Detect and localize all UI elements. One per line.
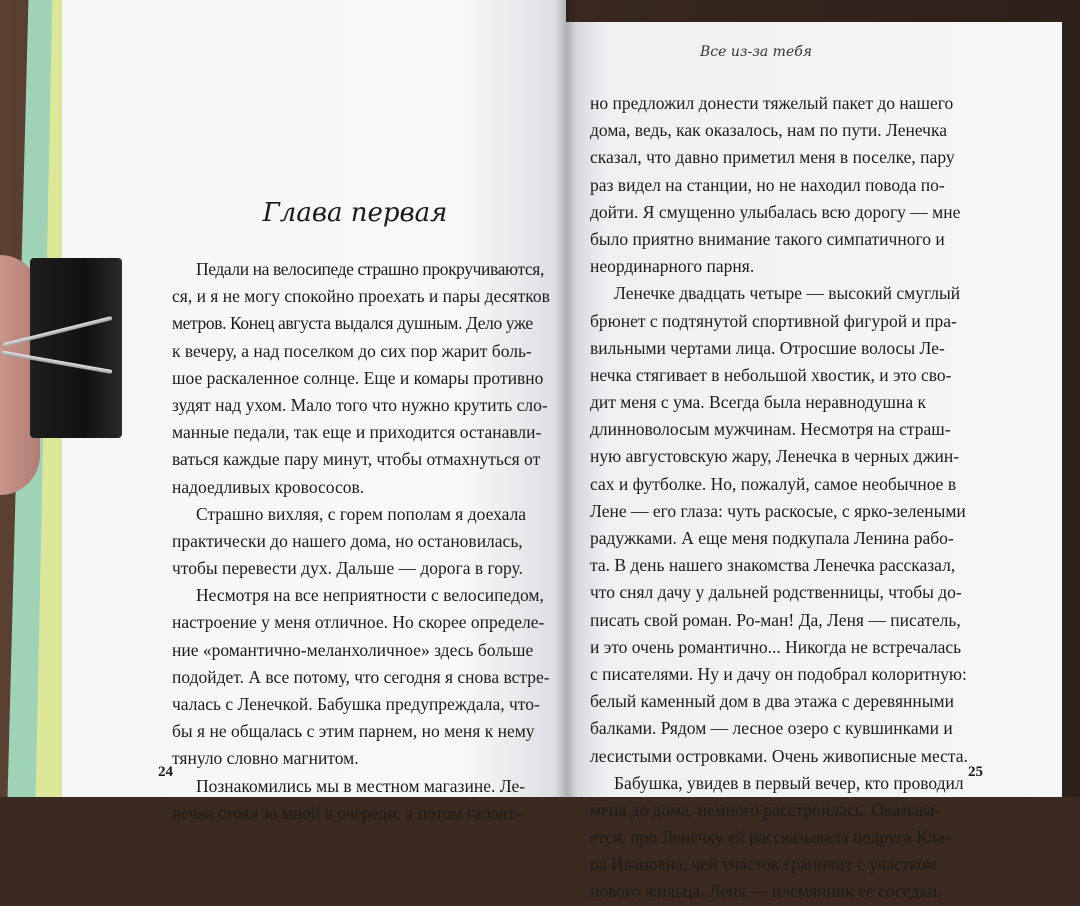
right-text-line: та. В день нашего знакомства Ленечка рассказал, [590, 555, 956, 576]
right-text-line: Бабушка, увидев в первый вечер, кто проводил [614, 772, 964, 793]
left-page-text [172, 256, 550, 827]
right-page-number: 25 [968, 764, 983, 780]
left-text-line: метров. Конец августа выдался душным. Дело уже [172, 313, 533, 334]
left-text-line: к вечеру, а над поселком до сих пор жарит боль- [172, 340, 532, 361]
right-text-line: ную августовскую жару, Ленечка в черных джин- [590, 446, 960, 467]
left-text-line: настроение у меня отличное. Но скорее определе- [172, 612, 545, 633]
left-text-line: нечка стоял за мной в очереди, а потом галант- [172, 802, 522, 823]
left-text-line: Познакомились мы в местном магазине. Ле- [196, 775, 526, 796]
chapter-title: Глава первая [262, 198, 448, 228]
left-text-line: ваться каждые пару минут, чтобы отмахнуться от [172, 449, 541, 470]
right-text-line: что снял дачу у дальней родственницы, чтобы до- [590, 582, 962, 603]
right-page-text [590, 90, 990, 906]
right-text-line: с писателями. Ну и дачу он подобрал колоритную: [590, 663, 967, 684]
right-text-line: ется, про Ленечку ей рассказывала подруга Кла- [590, 827, 950, 848]
right-text-line: и это очень романтично... Никогда не встречалась [590, 636, 962, 657]
right-text-line: дома, ведь, как оказалось, нам по пути. Ленечка [590, 120, 947, 141]
left-text-line: надоедливых кровососов. [172, 476, 365, 497]
left-text-line: Страшно вихляя, с горем пополам я доехала [196, 503, 527, 524]
right-text-line: сказал, что давно приметил меня в поселке, пару [590, 147, 955, 168]
right-text-line: было приятно внимание такого симпатичного и [590, 228, 945, 249]
left-text-line: Несмотря на все неприятности с велосипедом, [196, 585, 544, 606]
left-text-line: шое раскаленное солнце. Еще и комары противно [172, 367, 544, 388]
left-text-line: практически до нашего дома, но остановилась, [172, 530, 523, 551]
right-text-line: лесистыми островками. Очень живописные места. [590, 745, 968, 766]
running-head: Все из-за тебя [700, 44, 813, 60]
right-text-line: балками. Рядом — лесное озеро с кувшинками и [590, 718, 953, 739]
left-text-line: тянуло словно магнитом. [172, 748, 359, 769]
left-text-line: подойдет. А все потому, что сегодня я снова встре- [172, 666, 550, 687]
right-text-line: нового жильца. Леня — племянник ее соседки. [590, 881, 942, 902]
left-page-number: 24 [158, 764, 173, 780]
left-text-line: манные педали, так еще и приходится останавли- [172, 422, 542, 443]
right-text-line: меня до дома, немного расстроилась. Оказыва- [590, 799, 941, 820]
right-text-line: брюнет с подтянутой спортивной фигурой и пра- [590, 310, 957, 331]
right-text-line: радужками. А еще меня подкупала Ленина рабо- [590, 528, 954, 548]
left-text-line: Педали на велосипеде страшно прокручиваются, [196, 259, 544, 279]
left-text-line: зудят над ухом. Мало того что нужно крутить сло- [172, 394, 548, 415]
right-text-line: белый каменный дом в два этажа с деревянными [590, 691, 954, 712]
right-text-line: раз видел на станции, но не находил повода по- [590, 174, 945, 195]
right-text-line: неординарного парня. [590, 256, 755, 277]
right-text-line: нечка стягивает в небольшой хвостик, и это сво- [590, 364, 952, 385]
right-text-line: Лене — его глаза: чуть раскосые, с ярко-зелеными [590, 500, 966, 521]
binder-clip [30, 258, 122, 438]
right-text-line: писать свой роман. Ро-ман! Да, Леня — писатель, [590, 609, 961, 630]
left-text-line: чалась с Ленечкой. Бабушка предупреждала, что- [172, 694, 540, 714]
right-text-line: ра Ивановна, чей участок граничит с участком [590, 854, 937, 875]
right-text-line: Ленечке двадцать четыре — высокий смуглый [614, 283, 961, 304]
book-gutter [555, 0, 577, 797]
left-text-line: ние «романтично-меланхоличное» здесь больше [172, 639, 534, 660]
right-text-line: но предложил донести тяжелый пакет до нашего [590, 93, 954, 113]
right-text-line: дит меня с ума. Всегда была неравнодушна к [590, 392, 927, 413]
right-text-line: дойти. Я смущенно улыбалась всю дорогу — мне [590, 201, 961, 222]
right-text-line: сах и футболке. Но, пожалуй, самое необычное в [590, 473, 957, 494]
left-text-line: чтобы перевести дух. Дальше — дорога в гору. [172, 558, 523, 579]
right-text-line: вильными чертами лица. Отросшие волосы Ле- [590, 337, 945, 358]
left-text-line: ся, и я не могу спокойно проехать и пары десятков [172, 286, 550, 307]
left-text-line: бы я не общалась с этим парнем, но меня к нему [172, 721, 535, 742]
right-text-line: длинноволосым мужчинам. Несмотря на страш- [590, 419, 951, 440]
